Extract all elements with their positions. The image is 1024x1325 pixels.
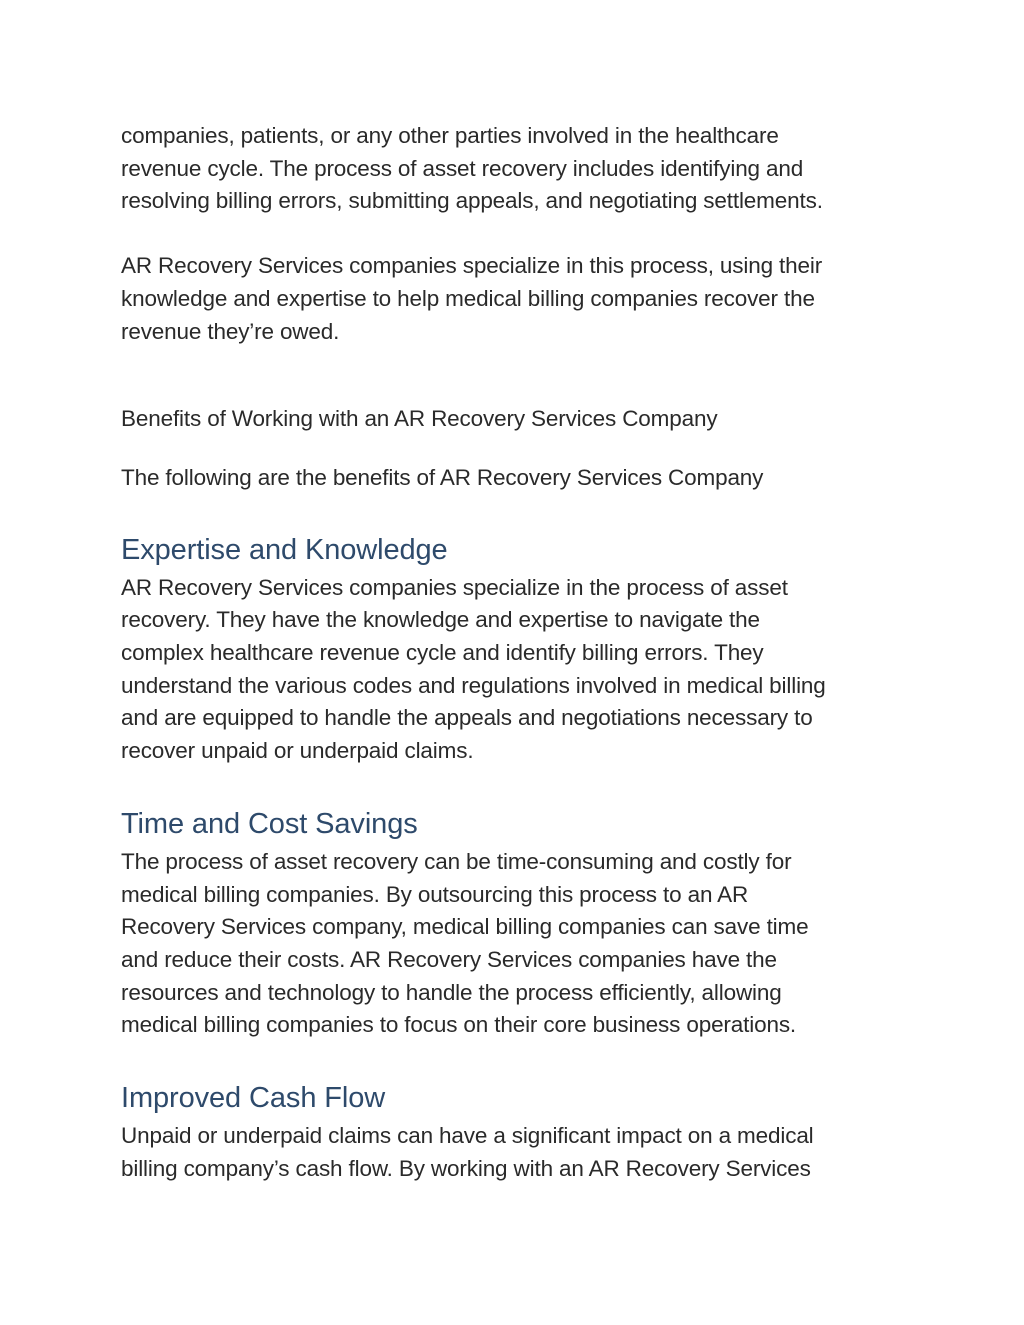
text-line: The process of asset recovery can be time-consuming and costly for <box>121 848 792 874</box>
text-line: resources and technology to handle the process efficiently, allowing <box>121 979 782 1005</box>
text-line: medical billing companies to focus on their core business operations. <box>121 1012 797 1038</box>
benefits-heading <box>121 403 911 436</box>
text-line: understand the various codes and regulations involved in medical billing <box>121 672 826 698</box>
intro-paragraph <box>121 120 911 218</box>
text-line: Unpaid or underpaid claims can have a significant impact on a medical <box>121 1123 814 1149</box>
text-line: Benefits of Working with an AR Recovery Services Company <box>121 406 718 432</box>
benefits-intro <box>121 462 911 495</box>
text-line: AR Recovery Services companies specialize in this process, using their <box>121 253 823 279</box>
text-line: knowledge and expertise to help medical billing companies recover the <box>121 285 815 311</box>
text-line: The following are the benefits of AR Recovery Services Company <box>121 464 764 490</box>
section-heading-time-cost: Time and Cost Savings <box>121 807 418 840</box>
text-line: resolving billing errors, submitting appeals, and negotiating settlements. <box>121 188 823 214</box>
text-line: companies, patients, or any other parties involved in the healthcare <box>121 123 779 148</box>
section-body-expertise <box>121 572 911 768</box>
text-line: medical billing companies. By outsourcing this process to an AR <box>121 881 749 907</box>
text-line: AR Recovery Services companies specialize in the process of asset <box>121 574 788 600</box>
specialize-paragraph <box>121 250 911 348</box>
document-body <box>121 120 911 1185</box>
text-line: revenue cycle. The process of asset recovery includes identifying and <box>121 155 804 181</box>
text-line: revenue they’re owed. <box>121 318 340 344</box>
text-line: recovery. They have the knowledge and expertise to navigate the <box>121 607 760 633</box>
text-line: and are equipped to handle the appeals and negotiations necessary to <box>121 705 813 731</box>
text-line: recover unpaid or underpaid claims. <box>121 738 474 764</box>
section-heading-cash-flow: Improved Cash Flow <box>121 1082 386 1115</box>
text-line: billing company’s cash flow. By working with an AR Recovery Services <box>121 1155 811 1181</box>
section-heading-expertise: Expertise and Knowledge <box>121 533 448 566</box>
text-line: and reduce their costs. AR Recovery Services companies have the <box>121 946 777 972</box>
section-body-cash-flow <box>121 1120 911 1185</box>
section-body-time-cost <box>121 846 911 1042</box>
text-line: complex healthcare revenue cycle and identify billing errors. They <box>121 640 764 666</box>
text-line: Recovery Services company, medical billing companies can save time <box>121 914 809 940</box>
